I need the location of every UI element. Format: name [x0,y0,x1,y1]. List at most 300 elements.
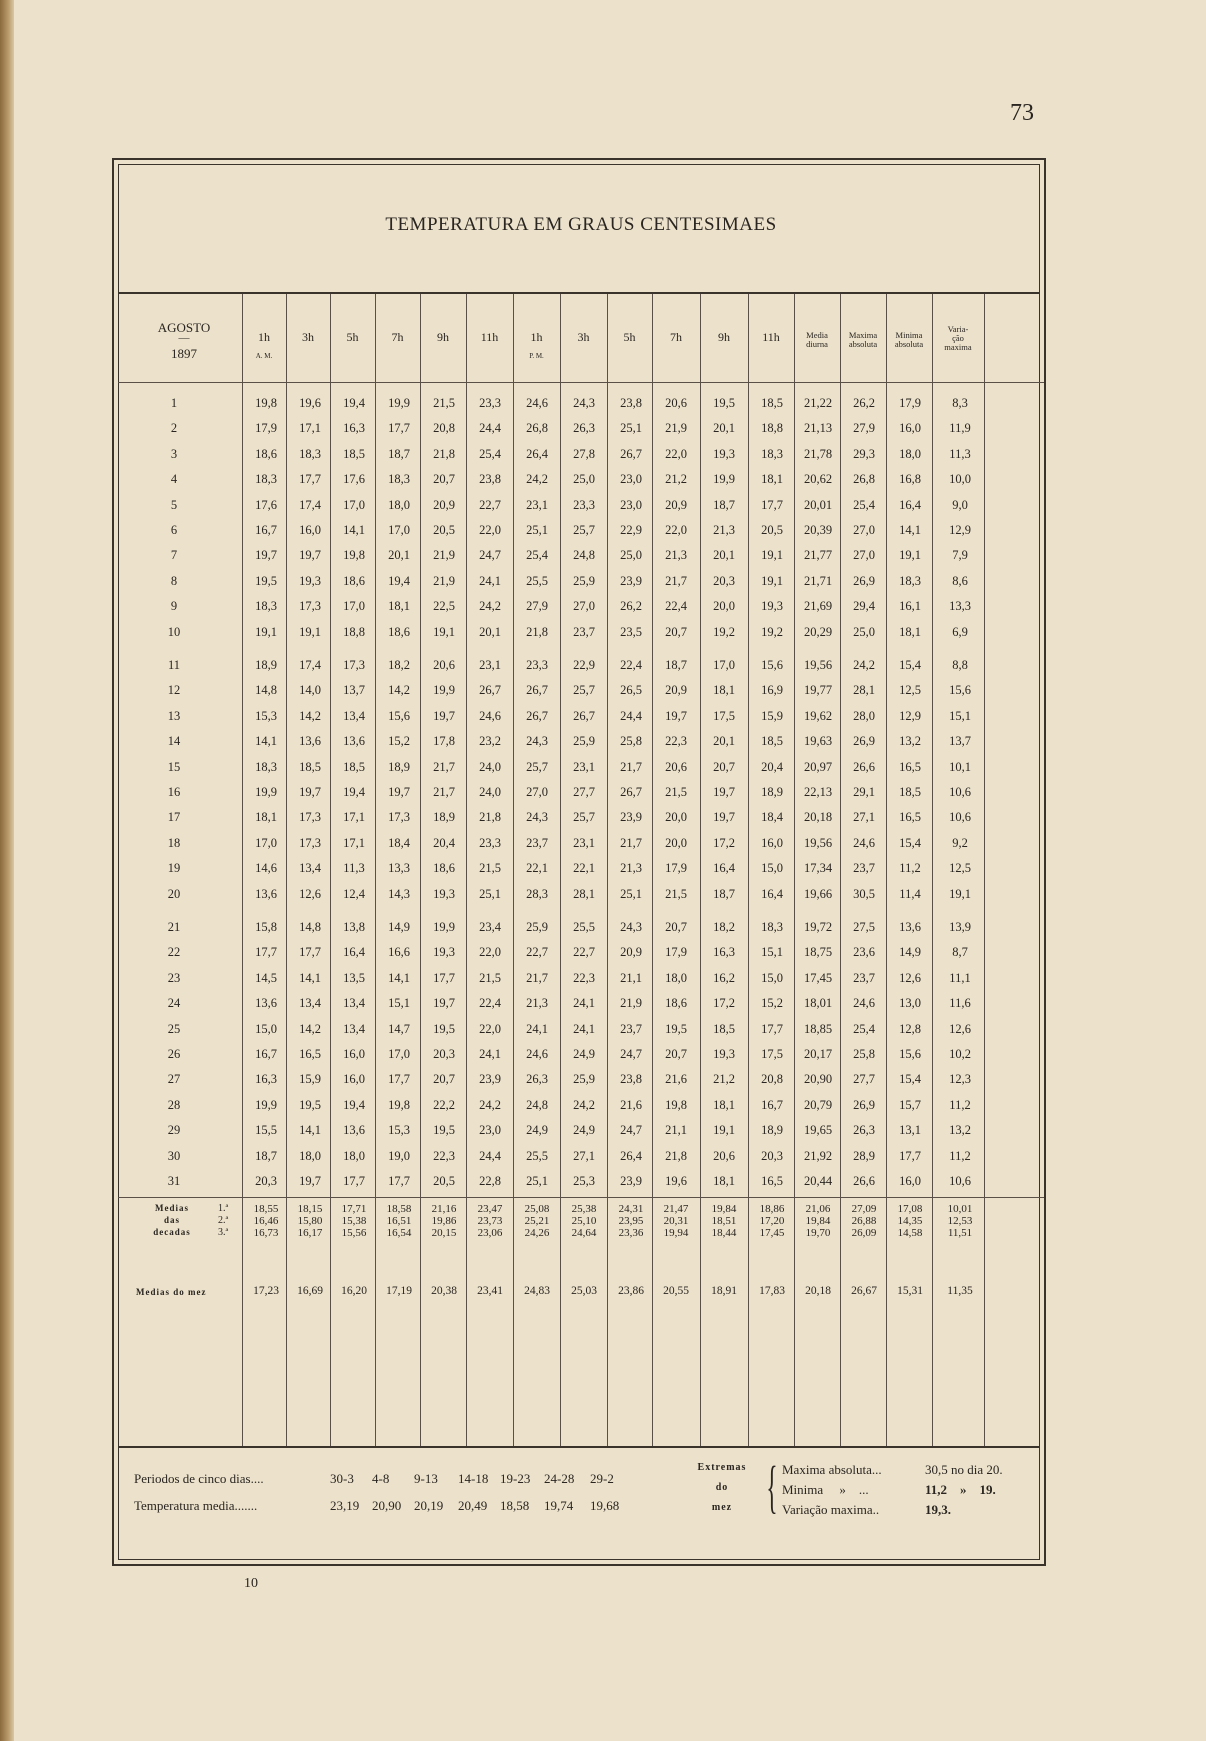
table-cell: 18,2 [713,920,735,934]
table-cell: 23,9 [620,1174,642,1188]
decade-cell: 15,38 [341,1215,367,1228]
decade-cell: 25,38 [571,1203,597,1216]
header-year: 1897 [171,346,197,361]
table-cell: 12,6 [899,970,921,985]
table-cell: 29,1 [853,785,875,799]
header-hour-7: 1h [530,330,543,344]
table-cell: 27,0 [526,785,548,799]
column-divider [466,294,467,1446]
table-cell: 14,1 [299,970,321,985]
table-cell: 18,8 [761,421,783,436]
table-cell: 18,9 [761,1123,783,1138]
table-cell: 16,3 [343,421,365,436]
table-cell: 18,5 [713,1021,735,1036]
table-cell: 22,2 [433,1097,455,1112]
table-cell: 19,5 [255,573,277,588]
table-cell: 24,9 [526,1123,548,1138]
table-cell: 13,6 [299,734,321,749]
decade-cell: 23,06 [477,1227,503,1240]
table-cell: 25,1 [479,886,501,901]
table-cell: 15,1 [949,708,971,723]
day-number: 19 [167,861,181,876]
table-cell: 18,01 [803,996,833,1011]
ext-max-label: Maxima absoluta... [782,1462,882,1477]
table-cell: 20,9 [665,683,687,698]
table-cell: 14,2 [299,1021,321,1036]
table-cell: 19,2 [713,624,735,639]
table-cell: 13,6 [343,1123,365,1138]
table-cell: 16,8 [899,472,921,487]
decade-cell: 24,64 [571,1227,597,1240]
table-cell: 28,1 [573,886,595,901]
table-cell: 19,4 [343,1097,365,1112]
table-cell: 24,6 [526,1047,548,1061]
table-cell: 24,2 [573,1097,595,1112]
header-hour-12: 11h [762,330,780,344]
day-number: 12 [167,683,181,698]
table-cell: 18,6 [255,446,277,461]
table-cell: 23,1 [479,658,501,672]
table-cell: 26,8 [526,421,548,436]
table-cell: 26,6 [853,759,875,774]
table-cell: 11,1 [949,970,971,985]
table-cell: 22,7 [526,945,548,960]
table-cell: 26,2 [853,396,875,410]
header-hour-2: 3h [302,330,314,344]
day-number: 30 [167,1148,181,1163]
table-cell: 17,0 [255,835,277,850]
header-maxima-absoluta: Maxima [848,330,878,340]
table-cell: 21,69 [803,599,833,614]
table-cell: 17,5 [713,708,735,723]
table-cell: 24,6 [853,835,875,850]
table-cell: 22,0 [479,523,501,537]
table-cell: 25,8 [620,734,642,749]
table-cell: 22,4 [665,599,687,614]
table-cell: 8,8 [952,658,968,672]
table-cell: 16,3 [255,1072,277,1087]
header-minima-absoluta: Minima [895,330,923,340]
table-cell: 25,3 [573,1174,595,1188]
table-cell: 24,4 [620,708,642,723]
table-cell: 21,8 [433,446,455,461]
table-cell: 21,3 [526,996,548,1011]
table-cell: 16,9 [761,683,783,698]
table-cell: 13,1 [899,1123,921,1138]
table-cell: 15,3 [388,1123,410,1138]
table-cell: 12,5 [899,683,921,698]
table-cell: 16,0 [299,523,321,537]
ext-min-label: Minima » ... [782,1482,869,1497]
table-cell: 30,5 [853,886,875,901]
table-cell: 18,7 [713,497,735,512]
table-cell: 18,6 [343,573,365,588]
table-cell: 17,0 [388,1047,410,1061]
table-cell: 18,3 [255,599,277,614]
table-cell: 21,77 [803,548,833,563]
decade-cell: 14,58 [897,1227,923,1240]
decade-cell: 23,95 [618,1215,644,1228]
period-4: 14-18 [458,1471,489,1486]
decade-cell: 23,73 [477,1215,503,1228]
table-cell: 18,8 [343,624,365,639]
decade-cell: 16,46 [253,1215,279,1228]
extremes-label-2: do [715,1482,729,1493]
table-cell: 17,9 [665,945,687,960]
table-cell: 17,1 [343,835,365,850]
ext-var-label: Variação maxima.. [782,1502,880,1517]
table-cell: 18,7 [388,446,410,461]
table-cell: 26,7 [526,683,548,698]
table-cell: 17,0 [388,523,410,537]
table-cell: 27,5 [853,920,875,934]
table-cell: 18,4 [761,810,783,825]
table-cell: 14,9 [899,945,921,960]
table-cell: 16,6 [388,945,410,960]
table-cell: 18,0 [899,446,921,461]
day-number: 10 [167,624,181,639]
table-cell: 17,7 [299,945,321,960]
table-cell: 11,6 [949,996,971,1011]
table-cell: 22,0 [665,446,687,461]
table-cell: 23,0 [479,1123,501,1138]
period-temp-4: 20,49 [458,1498,488,1513]
table-cell: 23,1 [573,759,595,774]
table-cell: 24,4 [479,1148,501,1163]
day-number: 23 [167,970,181,985]
decade-cell: 23,36 [618,1227,644,1240]
day-number: 26 [167,1047,181,1061]
table-cell: 23,7 [853,861,875,876]
ext-min-value: 11,2 » 19. [925,1482,996,1497]
table-cell: 27,7 [573,785,595,799]
table-cell: 20,1 [479,624,501,639]
table-cell: 13,4 [299,996,321,1011]
table-cell: 15,0 [761,970,783,985]
day-number: 20 [167,886,181,901]
day-number: 1 [170,396,178,410]
table-cell: 19,3 [761,599,783,614]
table-cell: 25,1 [526,1174,548,1188]
table-cell: 18,0 [343,1148,365,1163]
table-cell: 20,8 [761,1072,783,1087]
table-cell: 19,9 [433,920,455,934]
table-cell: 25,9 [573,734,595,749]
column-divider [748,294,749,1446]
day-number: 28 [167,1097,181,1112]
decade-ordinal-3: 3.ª [218,1227,229,1239]
table-cell: 17,3 [388,810,410,825]
table-cell: 24,9 [573,1047,595,1061]
ext-var-value: 19,3. [925,1502,951,1517]
table-cell: 13,6 [899,920,921,934]
table-cell: 25,5 [573,920,595,934]
table-cell: 24,6 [526,396,548,410]
table-cell: 15,6 [761,658,783,672]
table-cell: 19,7 [665,708,687,723]
table-cell: 16,4 [761,886,783,901]
table-cell: 14,1 [299,1123,321,1138]
table-cell: 21,5 [479,970,501,985]
table-cell: 18,1 [713,1174,735,1188]
table-cell: 17,7 [761,1021,783,1036]
decade-cell: 15,80 [297,1215,323,1228]
table-cell: 21,7 [620,835,642,850]
table-cell: 19,9 [433,683,455,698]
table-cell: 19,8 [255,396,277,410]
decade-cell: 18,44 [711,1227,737,1240]
table-cell: 26,5 [620,683,642,698]
table-cell: 27,1 [853,810,875,825]
period-temp-7: 19,68 [590,1498,620,1513]
period-6: 24-28 [544,1471,575,1486]
table-cell: 23,9 [620,810,642,825]
table-cell: 21,7 [665,573,687,588]
table-cell: 22,7 [573,945,595,960]
table-cell: 20,5 [433,523,455,537]
table-cell: 25,9 [526,920,548,934]
day-number: 27 [167,1072,181,1087]
day-number: 4 [170,472,178,487]
table-cell: 20,8 [433,421,455,436]
table-cell: 24,8 [526,1097,548,1112]
header-minima-absoluta: absoluta [894,339,924,349]
table-cell: 19,7 [255,548,277,563]
table-cell: 25,0 [620,548,642,563]
table-cell: 15,4 [899,835,921,850]
table-cell: 15,9 [761,708,783,723]
header-variacao-maxima: maxima [944,342,972,352]
table-cell: 19,7 [433,708,455,723]
decade-cell: 19,84 [805,1215,831,1228]
table-cell: 19,7 [713,810,735,825]
table-cell: 11,9 [949,421,971,436]
table-cell: 19,3 [433,945,455,960]
decade-cell: 17,71 [341,1203,367,1216]
table-cell: 20,7 [433,472,455,487]
table-cell: 23,2 [479,734,501,749]
table-cell: 19,5 [433,1021,455,1036]
table-cell: 25,1 [620,421,642,436]
periods-label: Periodos de cinco dias.... [134,1471,264,1486]
table-cell: 13,7 [343,683,365,698]
table-cell: 19,8 [388,1097,410,1112]
day-number: 25 [167,1021,181,1036]
table-cell: 17,3 [299,810,321,825]
table-cell: 8,3 [952,396,968,410]
table-cell: 19,1 [299,624,321,639]
decade-cell: 14,35 [897,1215,923,1228]
table-cell: 12,4 [343,886,365,901]
table-cell: 13,6 [255,886,277,901]
table-cell: 10,6 [949,1174,971,1188]
table-cell: 15,9 [299,1072,321,1087]
table-cell: 23,3 [479,835,501,850]
table-cell: 27,9 [526,599,548,614]
table-cell: 21,8 [479,810,501,825]
table-cell: 29,4 [853,599,875,614]
table-cell: 26,3 [573,421,595,436]
table-cell: 20,0 [665,835,687,850]
header-pm: P. M. [529,352,544,360]
footer-top-rule [118,1446,1040,1448]
table-cell: 26,7 [479,683,501,698]
table-cell: 25,0 [573,472,595,487]
table-cell: 15,8 [255,920,277,934]
table-cell: 27,7 [853,1072,875,1087]
period-5: 19-23 [500,1471,531,1486]
table-cell: 19,3 [713,446,735,461]
day-number: 31 [167,1174,181,1188]
table-cell: 14,1 [255,734,277,749]
table-cell: 14,9 [388,920,410,934]
decade-cell: 26,09 [851,1227,877,1240]
table-cell: 26,8 [853,472,875,487]
table-cell: 17,4 [299,658,321,672]
table-cell: 22,0 [665,523,687,537]
table-cell: 18,5 [761,734,783,749]
table-cell: 18,5 [343,759,365,774]
decade-cell: 15,56 [341,1227,367,1240]
table-cell: 16,5 [761,1174,783,1188]
table-cell: 18,1 [761,472,783,487]
table-cell: 14,2 [299,708,321,723]
table-cell: 13,6 [255,996,277,1011]
table-cell: 24,7 [620,1123,642,1138]
decade-cell: 18,86 [759,1203,785,1216]
table-cell: 17,3 [343,658,365,672]
table-cell: 21,92 [803,1148,833,1163]
table-cell: 16,7 [255,1047,277,1061]
table-cell: 19,5 [665,1021,687,1036]
table-cell: 23,3 [479,396,501,410]
table-cell: 26,4 [526,446,548,461]
decade-cell: 20,15 [431,1227,457,1240]
table-cell: 20,7 [433,1072,455,1087]
table-cell: 19,3 [433,886,455,901]
table-cell: 18,6 [433,861,455,876]
table-cell: 21,5 [665,785,687,799]
table-cell: 20,7 [665,624,687,639]
table-cell: 26,3 [526,1072,548,1087]
month-mean-cell: 23,41 [477,1285,503,1298]
table-cell: 27,0 [853,548,875,563]
table-cell: 21,6 [620,1097,642,1112]
table-cell: 17,1 [299,421,321,436]
table-cell: 13,2 [899,734,921,749]
decade-cell: 16,17 [297,1227,323,1240]
table-cell: 19,7 [299,548,321,563]
table-cell: 18,9 [388,759,410,774]
decade-cell: 17,45 [759,1227,785,1240]
table-cell: 26,7 [526,708,548,723]
month-mean-cell: 25,03 [571,1285,597,1298]
table-cell: 23,9 [620,573,642,588]
table-cell: 19,9 [255,785,277,799]
table-cell: 22,13 [803,785,833,799]
table-cell: 18,3 [388,472,410,487]
table-cell: 20,79 [803,1097,833,1112]
decade-cell: 27,09 [851,1203,877,1216]
table-cell: 18,5 [299,759,321,774]
table-cell: 17,9 [255,421,277,436]
table-cell: 21,8 [665,1148,687,1163]
table-cell: 11,3 [949,446,971,461]
day-number: 2 [170,421,178,436]
table-cell: 26,2 [620,599,642,614]
table-cell: 21,22 [803,396,833,410]
table-frame [112,158,1046,1566]
table-cell: 11,2 [949,1148,971,1163]
table-cell: 21,1 [665,1123,687,1138]
table-cell: 19,1 [433,624,455,639]
column-divider [840,294,841,1446]
header-hour-1: 1h [258,330,270,344]
table-cell: 18,1 [899,624,921,639]
table-cell: 19,4 [343,396,365,410]
table-cell: 24,7 [479,548,501,563]
decade-cell: 19,94 [663,1227,689,1240]
column-divider [932,294,933,1446]
table-cell: 23,4 [479,920,501,934]
month-mean-cell: 15,31 [897,1285,923,1298]
decade-cell: 18,51 [711,1215,737,1228]
table-cell: 17,0 [713,658,735,672]
table-cell: 20,18 [803,810,833,825]
table-cell: 24,2 [479,1097,501,1112]
table-cell: 16,4 [899,497,921,512]
table-cell: 25,7 [573,683,595,698]
header-hour-10: 7h [670,330,682,344]
header-am: A. M. [255,352,273,360]
header-variacao-maxima: ção [952,333,964,343]
table-cell: 12,9 [899,708,921,723]
period-temp-6: 19,74 [544,1498,574,1513]
table-cell: 26,6 [853,1174,875,1188]
table-cell: 16,0 [343,1047,365,1061]
decade-cell: 17,08 [897,1203,923,1216]
table-cell: 20,01 [803,497,833,512]
table-cell: 10,0 [949,472,971,487]
table-cell: 19,56 [803,835,833,850]
table-cell: 18,3 [761,920,783,934]
table-cell: 13,3 [388,861,410,876]
day-number: 13 [167,708,181,723]
page-title: TEMPERATURA EM GRAUS CENTESIMAES [385,214,777,235]
table-cell: 20,6 [433,658,455,672]
day-number: 29 [167,1123,181,1138]
decade-cell: 24,26 [524,1227,550,1240]
day-number: 17 [167,810,181,825]
table-cell: 23,3 [526,658,548,672]
column-divider [560,294,561,1446]
table-cell: 12,9 [949,523,971,537]
table-cell: 27,9 [853,421,875,436]
table-cell: 16,0 [899,421,921,436]
table-cell: 15,0 [761,861,783,876]
table-cell: 17,8 [433,734,455,749]
table-cell: 13,7 [949,734,971,749]
table-cell: 20,3 [255,1174,277,1188]
column-divider [513,294,514,1446]
table-cell: 15,3 [255,708,277,723]
table-cell: 19,65 [803,1123,833,1138]
table-cell: 17,9 [899,396,921,410]
table-cell: 20,4 [761,759,783,774]
table-cell: 17,7 [388,1174,410,1188]
decade-cell: 10,01 [947,1203,973,1216]
table-cell: 24,6 [853,996,875,1011]
